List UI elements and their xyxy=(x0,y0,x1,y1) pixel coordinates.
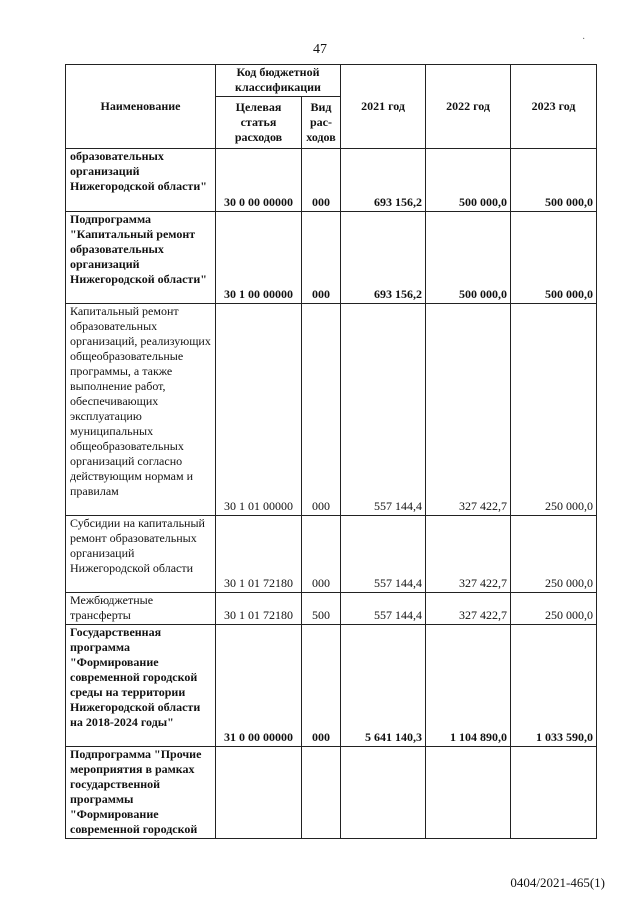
table-row xyxy=(66,212,597,304)
row-target-item: 30 1 00 00000 xyxy=(216,212,302,304)
row-value-2023: 500 000,0 xyxy=(511,212,597,304)
table-row xyxy=(66,593,597,625)
row-expense-type: 000 xyxy=(302,516,341,593)
header-year-2022: 2022 год xyxy=(426,65,511,149)
row-value-2021: 693 156,2 xyxy=(341,149,426,212)
row-name: образовательных организаций Нижегородской области" xyxy=(66,149,216,212)
header-year-2023: 2023 год xyxy=(511,65,597,149)
row-value-2023: 250 000,0 xyxy=(511,304,597,516)
row-expense-type: 000 xyxy=(302,625,341,747)
header-name: Наименование xyxy=(66,65,216,149)
header-year-2021: 2021 год xyxy=(341,65,426,149)
row-target-item xyxy=(216,747,302,839)
table-row xyxy=(66,304,597,516)
header-target-item: Целевая статья расходов xyxy=(216,97,302,149)
budget-table xyxy=(65,64,597,839)
row-expense-type xyxy=(302,747,341,839)
table-row xyxy=(66,747,597,839)
row-name: Капитальный ремонт образовательных организаций, реализующих общеобразовательные программы, а также выполнение работ, обеспечивающих эксплуатацию муниципальных общеобразовательных организаций согласно действующим нормам и правилам xyxy=(66,304,216,516)
header-expense-type: Вид рас-ходов xyxy=(302,97,341,149)
table-row xyxy=(66,625,597,747)
row-value-2023: 500 000,0 xyxy=(511,149,597,212)
row-value-2021: 557 144,4 xyxy=(341,304,426,516)
row-value-2022: 500 000,0 xyxy=(426,149,511,212)
row-target-item: 30 0 00 00000 xyxy=(216,149,302,212)
row-value-2021: 557 144,4 xyxy=(341,593,426,625)
row-name: Государственная программа "Формирование современной городской среды на территории Нижегородской области на 2018-2024 годы" xyxy=(66,625,216,747)
table-row xyxy=(66,516,597,593)
corner-mark: · xyxy=(582,34,586,45)
row-target-item: 30 1 01 00000 xyxy=(216,304,302,516)
row-name: Субсидии на капитальный ремонт образовательных организаций Нижегородской области xyxy=(66,516,216,593)
row-value-2022: 500 000,0 xyxy=(426,212,511,304)
row-value-2021 xyxy=(341,747,426,839)
table-row xyxy=(66,149,597,212)
row-value-2023: 250 000,0 xyxy=(511,593,597,625)
row-value-2022: 327 422,7 xyxy=(426,593,511,625)
row-value-2023: 250 000,0 xyxy=(511,516,597,593)
row-name: Подпрограмма "Прочие мероприятия в рамках государственной программы "Формирование современной городской xyxy=(66,747,216,839)
row-value-2021: 557 144,4 xyxy=(341,516,426,593)
header-budget-code: Код бюджетной классификации xyxy=(216,65,341,97)
row-expense-type: 000 xyxy=(302,212,341,304)
row-value-2023: 1 033 590,0 xyxy=(511,625,597,747)
row-value-2022: 327 422,7 xyxy=(426,516,511,593)
row-target-item: 31 0 00 00000 xyxy=(216,625,302,747)
row-expense-type: 500 xyxy=(302,593,341,625)
row-target-item: 30 1 01 72180 xyxy=(216,516,302,593)
row-expense-type: 000 xyxy=(302,304,341,516)
row-name: Подпрограмма "Капитальный ремонт образовательных организаций Нижегородской области" xyxy=(66,212,216,304)
row-expense-type: 000 xyxy=(302,149,341,212)
row-value-2022: 327 422,7 xyxy=(426,304,511,516)
document-code: 0404/2021-465(1) xyxy=(510,875,605,890)
row-value-2021: 693 156,2 xyxy=(341,212,426,304)
row-value-2021: 5 641 140,3 xyxy=(341,625,426,747)
row-name: Межбюджетные трансферты xyxy=(66,593,216,625)
row-value-2022: 1 104 890,0 xyxy=(426,625,511,747)
row-value-2023 xyxy=(511,747,597,839)
row-value-2022 xyxy=(426,747,511,839)
page-number: 47 xyxy=(313,42,327,57)
row-target-item: 30 1 01 72180 xyxy=(216,593,302,625)
header-row-top xyxy=(66,65,597,97)
